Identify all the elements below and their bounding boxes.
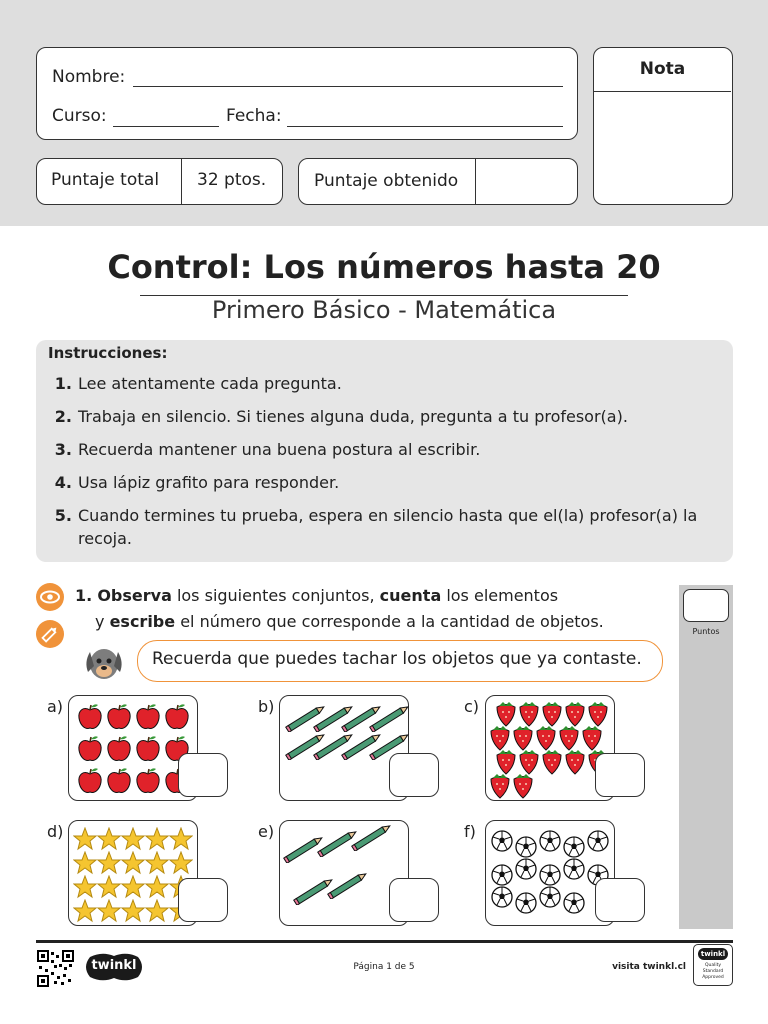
instruction-number: 3. — [54, 440, 72, 459]
curso-field[interactable] — [113, 126, 219, 127]
badge-brand: twinkl — [698, 948, 728, 960]
page-title: Control: Los números hasta 20 — [107, 248, 661, 286]
soccer-ball-icon — [538, 829, 562, 857]
apple-icon — [77, 734, 103, 768]
puntaje-total-value: 32 ptos. — [197, 170, 267, 190]
nota-field[interactable] — [598, 96, 727, 196]
page-subtitle: Primero Básico - Matemática — [211, 296, 557, 324]
instruction-item — [48, 471, 721, 494]
pencil-icon — [326, 873, 372, 903]
puntaje-obtenido-divider — [475, 159, 476, 204]
option-label: b) — [258, 697, 275, 716]
fecha-field[interactable] — [287, 126, 563, 127]
question-1-verb-cuenta: cuenta — [379, 586, 442, 605]
nombre-field[interactable] — [133, 86, 563, 87]
option-label: c) — [464, 697, 480, 716]
instruction-text: Usa lápiz grafito para responder. — [78, 473, 340, 492]
soccer-ball-icon — [586, 829, 610, 857]
strawberry-icon — [511, 772, 535, 804]
twinkl-logo-text: twinkl — [91, 958, 137, 973]
star-icon — [121, 899, 145, 927]
fecha-label: Fecha: — [226, 106, 282, 126]
apple-icon — [135, 702, 161, 736]
apple-icon — [77, 702, 103, 736]
option-label: a) — [47, 697, 64, 716]
answer-box-b[interactable] — [389, 753, 439, 797]
question-1-line-1 — [75, 583, 645, 609]
puntaje-total-divider — [181, 159, 182, 204]
question-1-text-d: el número que corresponde a la cantidad de objetos. — [175, 612, 604, 631]
soccer-ball-icon — [490, 885, 514, 913]
nombre-label: Nombre: — [52, 67, 126, 87]
soccer-ball-icon — [490, 829, 514, 857]
soccer-ball-icon — [514, 891, 538, 919]
apple-icon — [106, 766, 132, 800]
answer-box-a[interactable] — [178, 753, 228, 797]
instruction-text: Lee atentamente cada pregunta. — [78, 374, 342, 393]
nota-box — [593, 47, 733, 205]
star-icon — [73, 899, 97, 927]
answer-box-c[interactable] — [595, 753, 645, 797]
strawberry-icon — [540, 748, 564, 780]
question-1-verb-escribe: escribe — [109, 612, 176, 631]
star-icon — [97, 899, 121, 927]
answer-box-d[interactable] — [178, 878, 228, 922]
question-1-text-b: los elementos — [441, 586, 559, 605]
apple-icon — [106, 702, 132, 736]
nota-label: Nota — [639, 59, 686, 79]
puntaje-total-box — [36, 158, 283, 205]
instruction-text: Trabaja en silencio. Si tienes alguna duda, pregunta a tu profesor(a). — [78, 407, 628, 426]
dog-mascot-icon — [80, 640, 128, 684]
soccer-ball-icon — [562, 891, 586, 919]
apple-icon — [164, 702, 190, 736]
instructions-heading: Instrucciones: — [48, 344, 168, 362]
instruction-number: 5. — [54, 506, 72, 525]
soccer-ball-icon — [562, 857, 586, 885]
question-1-line-2 — [95, 609, 665, 635]
instruction-item — [48, 504, 721, 550]
apple-icon — [106, 734, 132, 768]
answer-box-e[interactable] — [389, 878, 439, 922]
puntos-label: Puntos — [692, 627, 720, 636]
puntaje-obtenido-box — [298, 158, 578, 205]
star-icon — [145, 899, 169, 927]
instruction-number: 4. — [54, 473, 72, 492]
option-label: d) — [47, 822, 64, 841]
instruction-number: 2. — [54, 407, 72, 426]
answer-box-f[interactable] — [595, 878, 645, 922]
site-link[interactable]: visita twinkl.cl — [612, 962, 686, 972]
instructions-panel — [36, 340, 733, 562]
points-sidebar — [679, 585, 733, 929]
hint-bubble: Recuerda que puedes tachar los objetos que ya contaste. — [137, 640, 663, 682]
soccer-ball-icon — [514, 857, 538, 885]
question-1-text-c: y — [95, 612, 110, 631]
strawberry-icon — [563, 748, 587, 780]
footer-rule — [36, 940, 733, 943]
puntos-input-box[interactable] — [683, 589, 729, 622]
instruction-text: Recuerda mantener una buena postura al escribir. — [78, 440, 481, 459]
option-label: e) — [258, 822, 275, 841]
page-number: Página 1 de 5 — [353, 962, 415, 972]
nota-divider — [594, 91, 731, 92]
instruction-text: Cuando termines tu prueba, espera en silencio hasta que el(la) profesor(a) la recoja. — [78, 506, 698, 548]
instruction-number: 1. — [54, 374, 72, 393]
apple-icon — [77, 766, 103, 800]
puntaje-total-label: Puntaje total — [51, 170, 160, 190]
instruction-item — [48, 438, 721, 461]
quality-badge — [693, 944, 733, 986]
curso-label: Curso: — [52, 106, 107, 126]
puntaje-obtenido-label: Puntaje obtenido — [314, 171, 459, 191]
student-info-box — [36, 47, 578, 140]
eye-icon — [36, 583, 64, 611]
question-1-verb-observa: Observa — [97, 586, 172, 605]
pencil-icon — [350, 825, 396, 855]
soccer-ball-icon — [538, 885, 562, 913]
option-label: f) — [464, 822, 476, 841]
pencil-icon — [36, 620, 64, 648]
strawberry-icon — [488, 772, 512, 804]
puntaje-obtenido-field[interactable] — [479, 163, 571, 200]
question-1-text-a: los siguientes conjuntos, — [171, 586, 380, 605]
question-1-number: 1. — [75, 586, 93, 605]
apple-icon — [135, 734, 161, 768]
instruction-item — [48, 372, 721, 395]
instruction-item — [48, 405, 721, 428]
badge-text: Quality Standard Approved — [702, 963, 724, 980]
apple-icon — [135, 766, 161, 800]
pencil-icon — [368, 706, 414, 736]
